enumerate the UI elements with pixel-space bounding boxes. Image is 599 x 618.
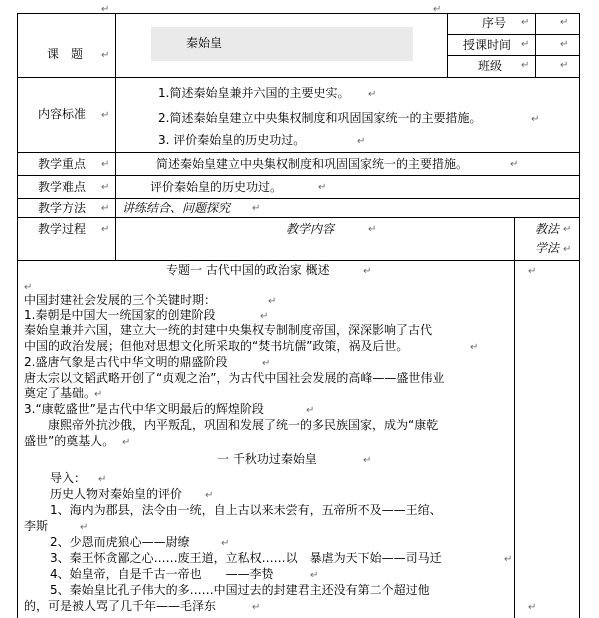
method-label: 教学方法 bbox=[38, 201, 87, 215]
paragraph-mark: ↵ bbox=[363, 266, 372, 277]
row-divider bbox=[447, 55, 580, 56]
paragraph-mark: ↵ bbox=[101, 110, 110, 121]
paragraph-mark: ↵ bbox=[563, 244, 572, 255]
col-divider bbox=[535, 13, 536, 77]
paragraph-mark: ↵ bbox=[470, 342, 479, 353]
paragraph-mark: ↵ bbox=[560, 60, 569, 71]
paragraph-mark: ↵ bbox=[560, 39, 569, 50]
paragraph-mark: ↵ bbox=[357, 136, 366, 147]
paragraph-mark: ↵ bbox=[122, 437, 131, 448]
method-header-1: 教法 bbox=[535, 222, 560, 236]
body-line: 2.盛唐气象是古代中华文明的鼎盛阶段 bbox=[24, 355, 228, 369]
paragraph-mark: ↵ bbox=[368, 89, 377, 100]
paragraph-mark: ↵ bbox=[433, 4, 442, 15]
standard-item-2: 2.简述秦始皇建立中央集权制度和巩固国家统一的主要措施。 bbox=[158, 111, 482, 125]
paragraph-mark: ↵ bbox=[221, 538, 230, 549]
paragraph-mark: ↵ bbox=[101, 224, 110, 235]
col-divider bbox=[447, 13, 448, 77]
paragraph-mark: ↵ bbox=[98, 474, 107, 485]
row-divider bbox=[17, 175, 580, 176]
method-header-2: 学法 bbox=[535, 241, 560, 255]
body-line: 唐太宗以文韬武略开创了“贞观之治”，为古代中国社会发展的高峰——盛世伟业 bbox=[24, 371, 445, 385]
paragraph-mark: ↵ bbox=[252, 602, 261, 613]
paragraph-mark: ↵ bbox=[306, 405, 315, 416]
topic-title: 专题一 古代中国的政治家 概述 bbox=[166, 263, 330, 277]
paragraph-mark: ↵ bbox=[318, 182, 327, 193]
paragraph-mark: ↵ bbox=[94, 389, 103, 400]
paragraph-mark: ↵ bbox=[252, 203, 261, 214]
row-divider bbox=[447, 34, 580, 35]
table-right-border bbox=[579, 13, 580, 618]
col-divider bbox=[514, 217, 515, 618]
row-divider bbox=[17, 198, 580, 199]
key-point-label: 教学重点 bbox=[38, 157, 87, 171]
intro-line: 李斯 bbox=[24, 519, 49, 533]
class-label: 班级 bbox=[478, 59, 503, 73]
paragraph-mark: ↵ bbox=[504, 554, 513, 565]
body-line: 中国封建社会发展的三个关键时期： bbox=[24, 293, 217, 307]
intro-line: 4、始皇帝，自是千古一帝也 ——李贽 bbox=[50, 567, 274, 581]
paragraph-mark: ↵ bbox=[531, 114, 540, 125]
row-divider bbox=[17, 217, 580, 218]
intro-line: 2、少恩而虎狼心——尉缭 bbox=[50, 535, 190, 549]
seq-label: 序号 bbox=[482, 16, 507, 30]
paragraph-mark: ↵ bbox=[80, 522, 89, 533]
course-label: 课 题 bbox=[47, 47, 84, 61]
paragraph-mark: ↵ bbox=[101, 50, 110, 61]
paragraph-mark: ↵ bbox=[528, 266, 537, 277]
paragraph-mark: ↵ bbox=[363, 455, 372, 466]
section-title: 一 千秋功过秦始皇 bbox=[217, 452, 317, 466]
paragraph-mark: ↵ bbox=[24, 282, 33, 293]
paragraph-mark: ↵ bbox=[510, 159, 519, 170]
intro-line: 导入： bbox=[50, 471, 87, 485]
paragraph-mark: ↵ bbox=[101, 182, 110, 193]
body-line: 盛世”的奠基人。 bbox=[24, 434, 115, 448]
method-value: 讲练结合、问题探究 bbox=[122, 201, 231, 215]
paragraph-mark: ↵ bbox=[368, 224, 377, 235]
standard-item-3: 3. 评价秦始皇的历史功过。 bbox=[158, 133, 306, 147]
key-point-value: 简述秦始皇建立中央集权制度和巩固国家统一的主要措施。 bbox=[156, 157, 469, 171]
paragraph-mark: ↵ bbox=[310, 570, 319, 581]
intro-line: 3、秦王怀贪鄙之心……废王道，立私权……以 暴虐为天下始——司马迁 bbox=[50, 551, 442, 565]
paragraph-mark: ↵ bbox=[560, 17, 569, 28]
paragraph-mark: ↵ bbox=[268, 296, 277, 307]
paragraph-mark: ↵ bbox=[205, 490, 214, 501]
paragraph-mark: ↵ bbox=[521, 60, 530, 71]
paragraph-mark: ↵ bbox=[262, 358, 271, 369]
body-line: 秦始皇兼并六国，建立大一统的封建中央集权专制制度帝国，深深影响了古代 bbox=[24, 323, 433, 337]
time-label: 授课时间 bbox=[463, 38, 512, 52]
paragraph-mark: ↵ bbox=[563, 224, 572, 235]
paragraph-mark: ↵ bbox=[528, 602, 537, 613]
course-title: 秦始皇 bbox=[186, 36, 223, 50]
paragraph-mark: ↵ bbox=[521, 17, 530, 28]
intro-line: 历史人物对秦始皇的评价 bbox=[50, 487, 183, 501]
col-divider bbox=[115, 13, 116, 260]
paragraph-mark: ↵ bbox=[521, 39, 530, 50]
row-divider bbox=[17, 77, 580, 78]
process-label: 教学过程 bbox=[38, 222, 87, 236]
content-standard-label: 内容标准 bbox=[38, 107, 87, 121]
content-header: 教学内容 bbox=[286, 222, 335, 236]
table-left-border bbox=[17, 13, 18, 618]
paragraph-mark: ↵ bbox=[101, 203, 110, 214]
intro-line: 1、海内为郡县，法令由一统，自上古以来未尝有，五帝所不及——王绾、 bbox=[50, 503, 442, 517]
intro-line: 的，可是被人骂了几千年——毛泽东 bbox=[24, 599, 217, 613]
paragraph-mark: ↵ bbox=[260, 311, 269, 322]
body-line: 3.“康乾盛世”是古代中华文明最后的辉煌阶段 bbox=[24, 402, 264, 416]
standard-item-1: 1.简述秦始皇兼并六国的主要史实。 bbox=[158, 86, 350, 100]
body-line: 1.秦朝是中国大一统国家的创建阶段 bbox=[24, 308, 216, 322]
row-divider bbox=[17, 152, 580, 153]
intro-line: 5、秦始皇比孔子伟大的多……中国过去的封建君主还没有第二个超过他 bbox=[50, 583, 430, 597]
paragraph-mark: ↵ bbox=[101, 4, 110, 15]
paragraph-mark: ↵ bbox=[101, 159, 110, 170]
difficulty-label: 教学难点 bbox=[38, 180, 87, 194]
difficulty-value: 评价秦始皇的历史功过。 bbox=[150, 180, 283, 194]
body-line: 中国的政治发展；但他对思想文化所采取的“焚书坑儒”政策，祸及后世。 bbox=[24, 339, 409, 353]
body-line: 奠定了基础。 bbox=[24, 386, 97, 400]
body-line: 康熙帝外抗沙俄，内平叛乱，巩固和发展了统一的多民族国家，成为“康乾 bbox=[24, 418, 439, 432]
row-divider bbox=[17, 260, 580, 261]
